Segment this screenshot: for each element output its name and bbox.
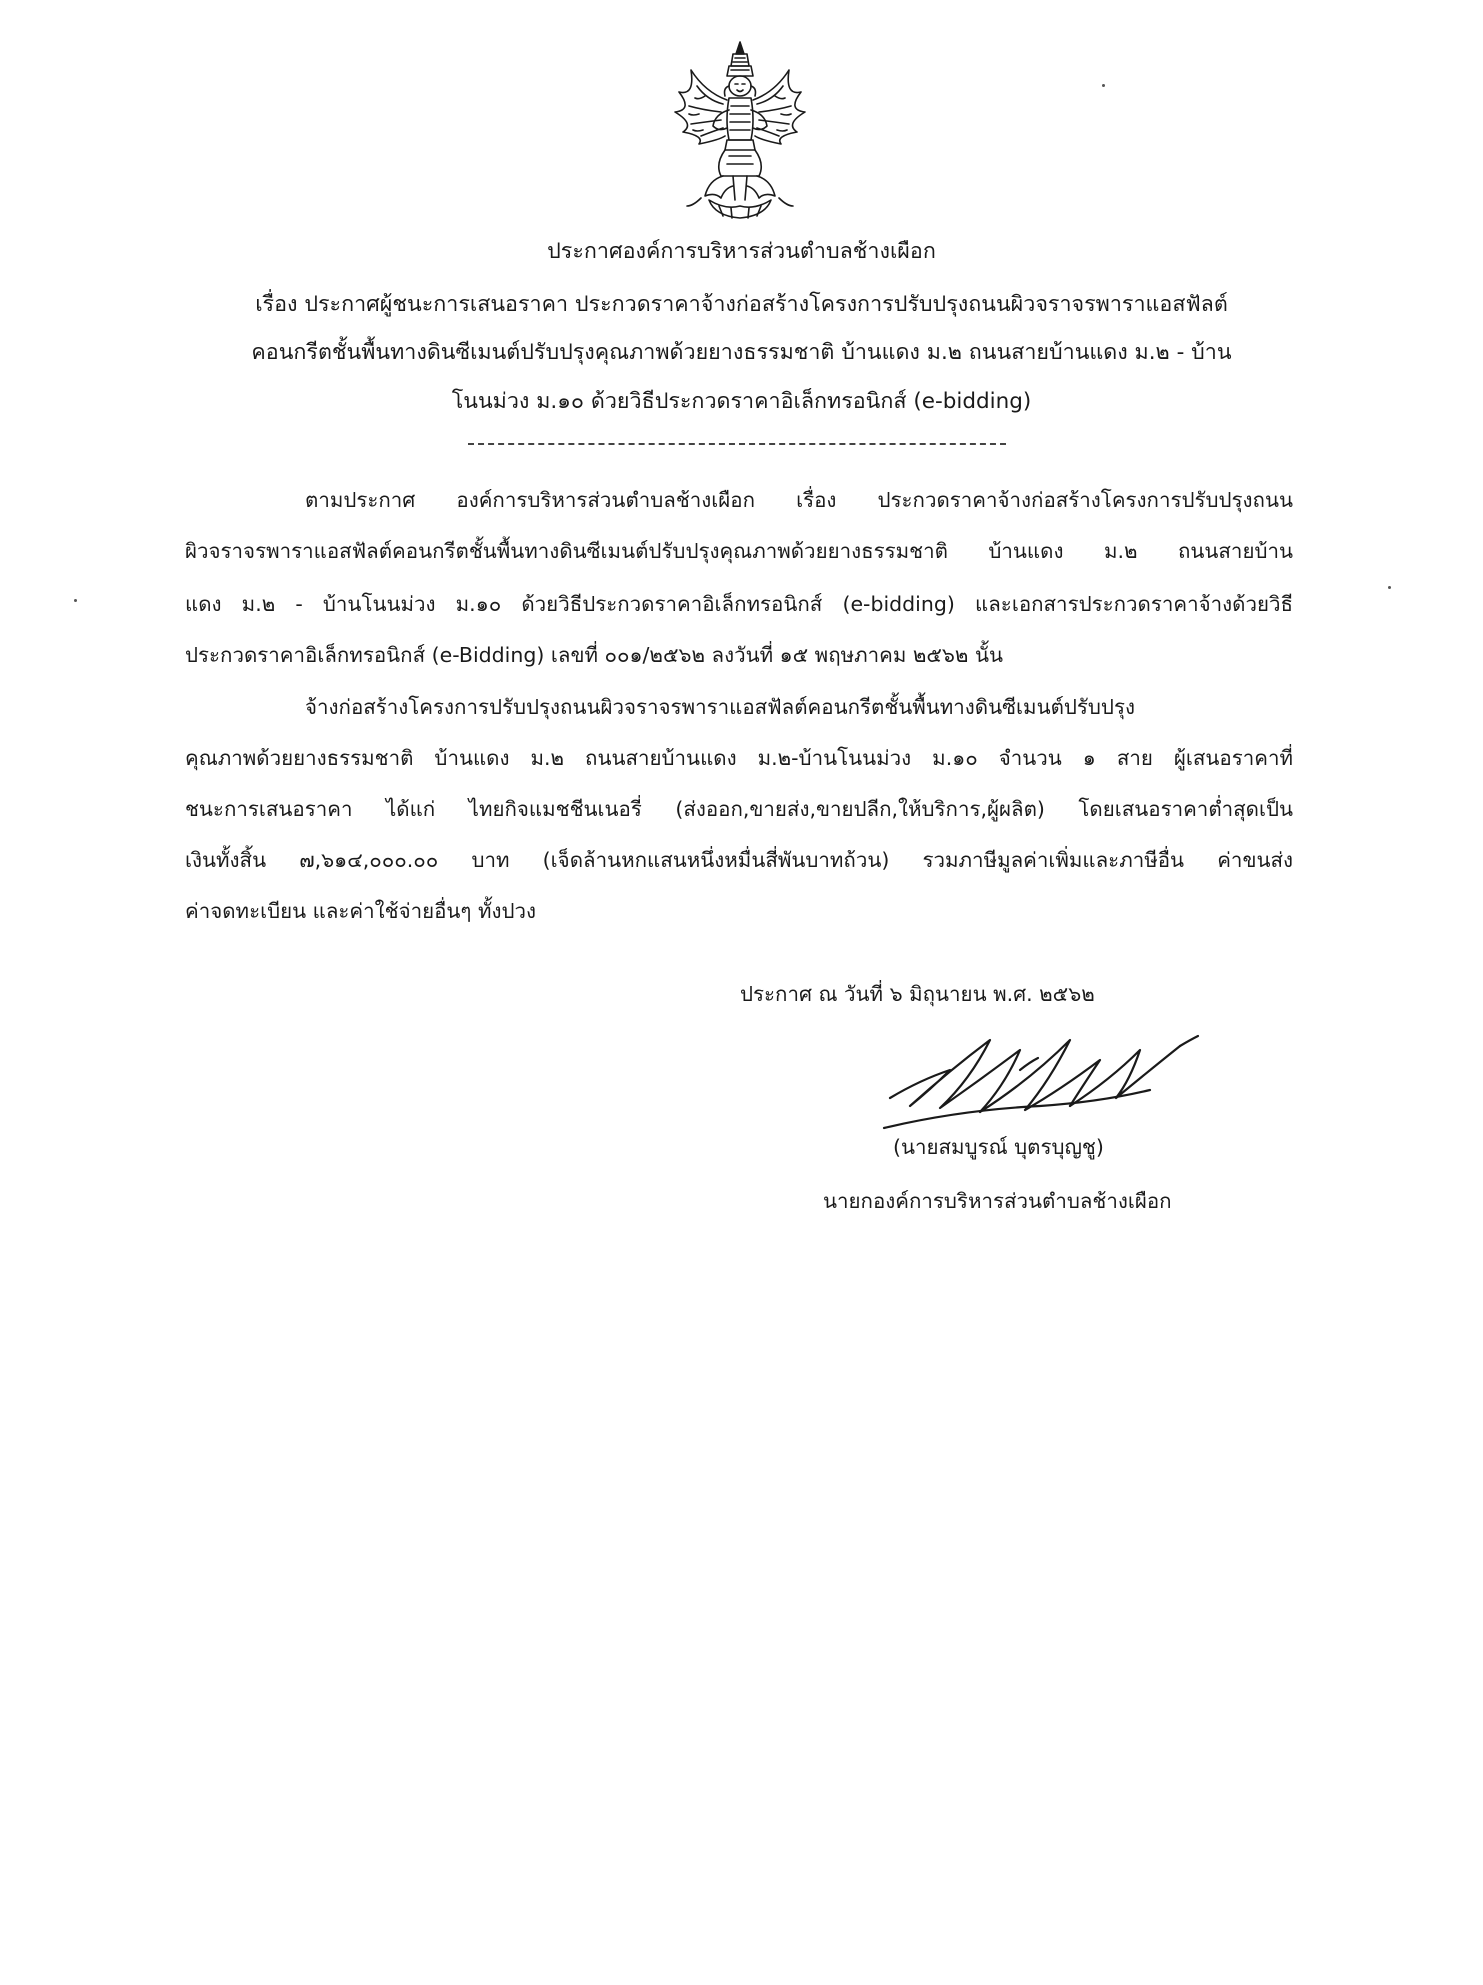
paragraph-line: จ้างก่อสร้างโครงการปรับปรุงถนนผิวจราจรพาราแอสฟัลต์คอนกรีตชั้นพื้นทางดินซีเมนต์ปรับปรุง <box>305 695 1135 719</box>
signer-position: นายกองค์การบริหารส่วนตำบลช้างเผือก <box>823 1189 1172 1213</box>
subject-line: โนนม่วง ม.๑๐ ด้วยวิธีประกวดราคาอิเล็กทรอนิกส์ (e-bidding) <box>451 389 1032 414</box>
subject-line: เรื่อง ประกาศผู้ชนะการเสนอราคา ประกวดราคาจ้างก่อสร้างโครงการปรับปรุงถนนผิวจราจรพาราแอสฟัลต์ <box>255 292 1228 317</box>
paragraph-line: ผิวจราจรพาราแอสฟัลต์คอนกรีตชั้นพื้นทางดินซีเมนต์ปรับปรุงคุณภาพด้วยยางธรรมชาติ บ้านแดง ม.๒ ถนนสายบ้าน <box>185 539 1293 563</box>
garuda-emblem-icon <box>665 40 815 225</box>
paragraph-line: แดง ม.๒ - บ้านโนนม่วง ม.๑๐ ด้วยวิธีประกวดราคาอิเล็กทรอนิกส์ (e-bidding) และเอกสารประกวดราคาจ้างด้วยวิธี <box>185 592 1293 616</box>
announce-date: ประกาศ ณ วันที่ ๖ มิถุนายน พ.ศ. ๒๕๖๒ <box>740 982 1095 1006</box>
org-title: ประกาศองค์การบริหารส่วนตำบลช้างเผือก <box>547 239 936 264</box>
scan-speck <box>1102 84 1105 87</box>
signer-name: (นายสมบูรณ์ บุตรบุญชู) <box>893 1135 1104 1159</box>
paragraph-line: ชนะการเสนอราคา ได้แก่ ไทยกิจแมชชีนเนอรี่ (ส่งออก,ขายส่ง,ขายปลีก,ให้บริการ,ผู้ผลิต) โดยเสนอราคาต่ำสุดเป็น <box>185 797 1293 821</box>
scan-speck <box>74 599 77 602</box>
subject-line: คอนกรีตชั้นพื้นทางดินซีเมนต์ปรับปรุงคุณภาพด้วยยางธรรมชาติ บ้านแดง ม.๒ ถนนสายบ้านแดง ม.๒ - บ้าน <box>251 340 1232 365</box>
paragraph-line: ประกวดราคาอิเล็กทรอนิกส์ (e-Bidding) เลขที่ ๐๐๑/๒๕๖๒ ลงวันที่ ๑๕ พฤษภาคม ๒๕๖๒ นั้น <box>185 643 1003 667</box>
paragraph-line: เงินทั้งสิ้น ๗,๖๑๔,๐๐๐.๐๐ บาท (เจ็ดล้านหกแสนหนึ่งหมื่นสี่พันบาทถ้วน) รวมภาษีมูลค่าเพิ่มและภาษีอื่น ค่าขนส่ง <box>185 848 1293 872</box>
paragraph-line: คุณภาพด้วยยางธรรมชาติ บ้านแดง ม.๒ ถนนสายบ้านแดง ม.๒-บ้านโนนม่วง ม.๑๐ จำนวน ๑ สาย ผู้เสนอราคาที่ <box>185 746 1293 770</box>
paragraph-line: ค่าจดทะเบียน และค่าใช้จ่ายอื่นๆ ทั้งปวง <box>185 899 537 923</box>
scan-speck <box>1388 586 1391 589</box>
paragraph-line: ตามประกาศ องค์การบริหารส่วนตำบลช้างเผือก เรื่อง ประกวดราคาจ้างก่อสร้างโครงการปรับปรุงถนน <box>305 488 1293 512</box>
separator-line <box>468 443 1006 445</box>
